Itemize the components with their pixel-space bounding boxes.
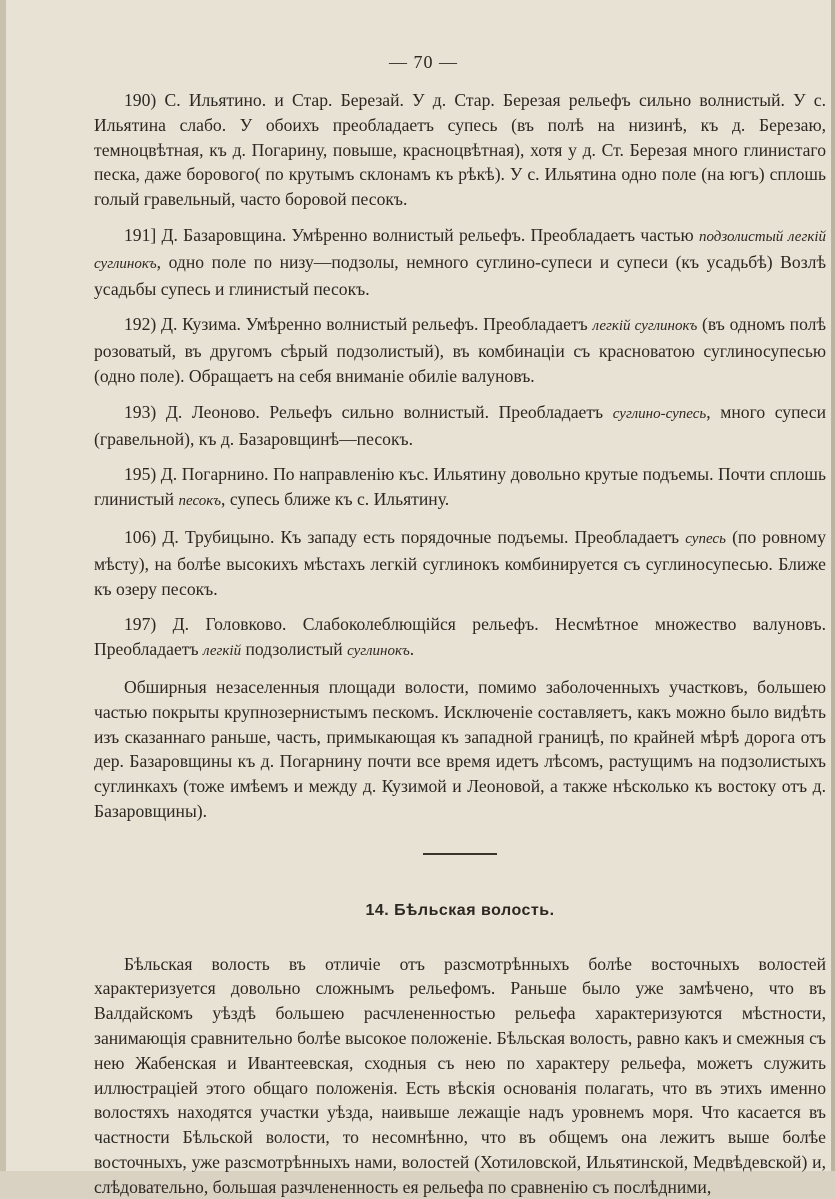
text-run: 193) Д. Леоново. Рельефъ сильно волнистый. Преобладаетъ	[124, 401, 613, 422]
paragraph	[94, 88, 826, 212]
text-run: .	[409, 639, 415, 660]
paragraphs-top	[94, 88, 826, 824]
text-run: 192) Д. Кузима. Умѣренно волнистый рельефъ. Преобладаетъ	[124, 314, 593, 335]
text-run: Обширныя незаселенныя площади волости, помимо заболоченныхъ участковъ, большею частью покрыты крупнозернистымъ пескомъ. Исключеніе составляетъ, какъ можно было видѣть изъ сказаннаго раньше, часть, примыкающая къ западной границѣ, по крайней мѣрѣ дорога отъ дер. Базаровщины къ д. Погарнину почти все время идетъ лѣсомъ, растущимъ на подзолистыхъ суглинкахъ (тоже имѣемъ и между д. Кузимой и Леоновой, а также нѣсколько къ востоку отъ д. Базаровщины).	[94, 676, 826, 821]
page-content	[94, 88, 826, 1199]
paragraph	[94, 462, 826, 514]
text-run: , одно поле по низу—подзолы, немного суглино-супеси и супеси (къ усадьбѣ) Возлѣ усадьбы супесь и глинистый песокъ.	[94, 251, 826, 299]
paragraph	[94, 223, 826, 301]
page-number: — 70 —	[389, 52, 458, 72]
text-run: подзолистый	[241, 639, 348, 660]
text-run: (въ одномъ полѣ розоватый, въ другомъ сѣрый подзолистый), въ комбинаціи съ красноватою суглиносупесью (одно поле). Обращаетъ на себя вниманіе обиліе валуновъ.	[94, 314, 826, 386]
paragraph	[94, 952, 826, 1199]
italic-term: легкій	[202, 643, 242, 660]
text-run: 190) С. Ильятино. и Стар. Березай. У д. Стар. Березая рельефъ сильно волнистый. У с. Ильятина слабо. У обоихъ преобладаетъ супесь (въ полѣ на низинѣ, къ д. Березаю, темноцвѣтная, къ д. Погарину, повыше, красноцвѣтная), хотя у д. Ст. Березая много глинистаго песка, даже боровогo( по крутымъ склонамъ къ рѣкѣ). У с. Ильятина одно поле (на югъ) сплошь голый гравельный, часто боровой песокъ.	[94, 90, 826, 210]
text-run: 106) Д. Трубицыно. Къ западу есть порядочные подъемы. Преобладаетъ	[124, 526, 686, 547]
italic-term: суглинокъ	[347, 643, 410, 660]
text-run: 191] Д. Базаровщина. Умѣренно волнистый рельефъ. Преобладаетъ частью	[124, 224, 699, 245]
paragraph	[94, 525, 826, 601]
italic-term: песокъ	[178, 493, 222, 510]
text-run: 195) Д. Погарнино. По направленію къс. Ильятину довольно крутые подъемы. Почти сплошь глинистый	[94, 464, 826, 510]
text-run: 197) Д. Головково. Слабоколеблющійся рельефъ. Несмѣтное множество валуновъ. Преобладаетъ	[94, 614, 826, 660]
italic-term: подзолистый легкій суглинокъ	[94, 228, 827, 272]
section-title: 14. Бѣльская волость.	[365, 901, 555, 919]
paragraph	[94, 400, 826, 452]
text-run: , много супеси (гравельной), къ д. Базаровщинѣ—песокъ.	[94, 401, 826, 449]
italic-term: легкій суглинокъ	[592, 318, 698, 335]
paragraph	[94, 312, 826, 388]
paragraph	[94, 675, 826, 824]
italic-term: супесь	[685, 530, 726, 547]
text-run: Бѣльская волость въ отличіе отъ разсмотрѣнныхъ болѣе восточныхъ волостей характеризуется довольно сложнымъ рельефомъ. Раньше было уже замѣчено, что въ Валдайскомъ уѣздѣ большею расчлененностью рельефа характеризуются мѣстности, занимающія сравнительно болѣе высокое положеніе. Бѣльская волость, равно какъ и смежныя съ нею Жабенская и Ивантеевская, сходныя съ нею по характеру рельефа, можетъ служить иллюстраціей этого общаго положенія. Есть вѣскія основанія полагать, что въ этихъ именно волостяхъ находятся участки уѣзда, наивыше лежащіе надъ уровнемъ моря. Что касается въ частности Бѣльской волости, то несомнѣнно, что въ общемъ она лежитъ выше болѣе восточныхъ, уже разсмотрѣнныхъ нами, волостей (Хотиловской, Ильятинской, Медвѣдевской) и, слѣдовательно, большая разчлененность ея рельефа по сравненію съ послѣдними,	[94, 953, 826, 1197]
paragraphs-bottom	[94, 952, 826, 1199]
italic-term: суглино-супесь	[612, 405, 707, 422]
paragraph	[94, 612, 826, 664]
text-run: (по ровному мѣсту), на болѣе высокихъ мѣстахъ легкій суглинокъ комбинируется съ суглиносупесью. Ближе къ озеру песокъ.	[94, 526, 826, 599]
text-run: , супесь ближе къ с. Ильятину.	[221, 489, 450, 510]
section-divider	[423, 853, 497, 855]
